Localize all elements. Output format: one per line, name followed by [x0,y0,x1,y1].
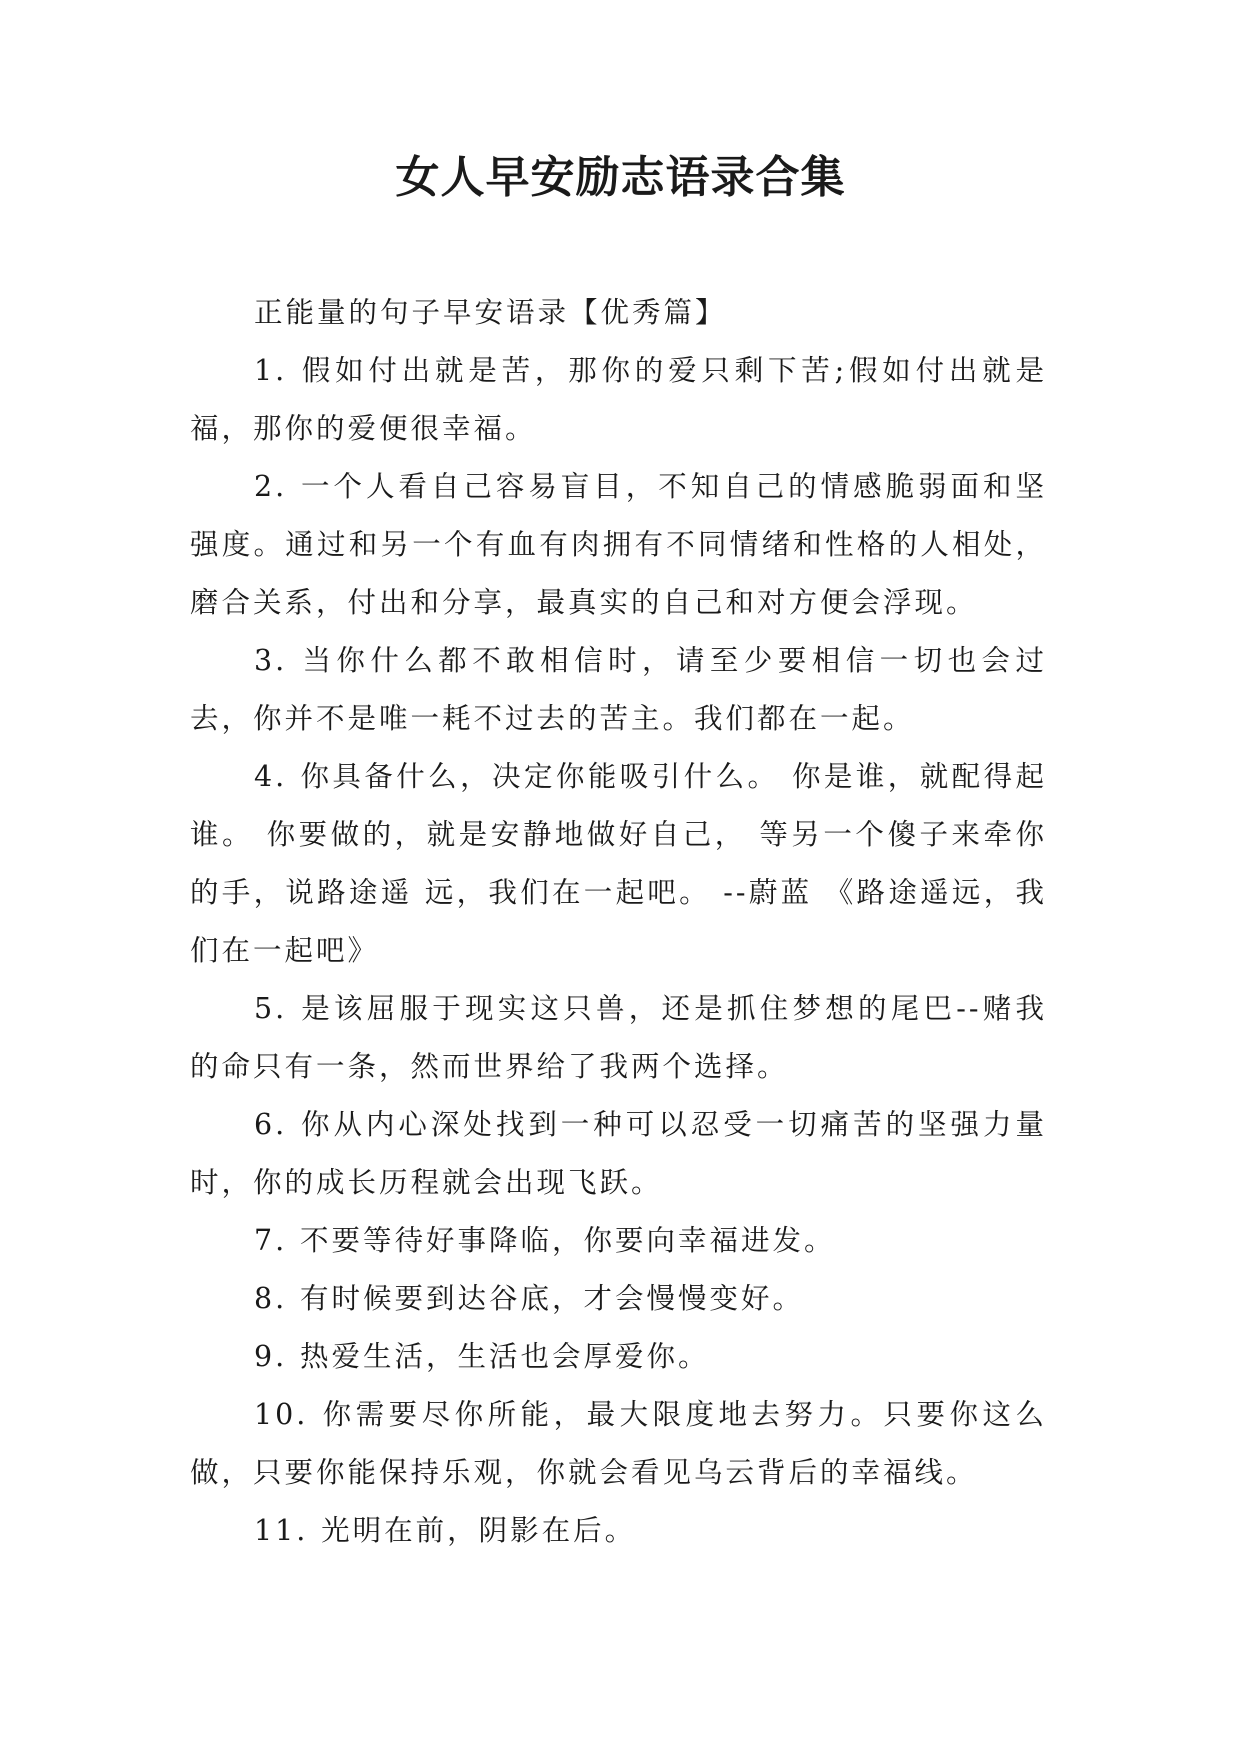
item-number: 11. [254,1514,309,1547]
list-item [190,1212,1047,1270]
item-number: 1. [254,354,288,387]
list-item [190,980,1047,1096]
item-number: 3. [254,644,288,677]
item-number: 5. [254,992,288,1025]
list-item [190,1328,1047,1386]
item-number: 6. [254,1108,288,1141]
item-text: 你从内心深处找到一种可以忍受一切痛苦的坚强力量时，你的成长历程就会出现飞跃。 [190,1108,1047,1199]
list-item [190,1270,1047,1328]
list-item [190,458,1047,632]
item-number: 2. [254,470,288,503]
item-text: 假如付出就是苦，那你的爱只剩下苦;假如付出就是福，那你的爱便很幸福。 [190,354,1047,445]
item-text: 一个人看自己容易盲目，不知自己的情感脆弱面和坚强度。通过和另一个有血有肉拥有不同情绪和性格的人相处，磨合关系，付出和分享，最真实的自己和对方便会浮现。 [190,470,1047,619]
item-text: 当你什么都不敢相信时，请至少要相信一切也会过去，你并不是唯一耗不过去的苦主。我们都在一起。 [190,644,1047,735]
item-text: 不要等待好事降临，你要向幸福进发。 [300,1224,836,1257]
list-item [190,1502,1047,1560]
item-number: 4. [254,760,288,793]
list-item [190,632,1047,748]
item-number: 7. [254,1224,288,1257]
item-number: 8. [254,1282,288,1315]
list-item [190,1386,1047,1502]
item-text: 是该屈服于现实这只兽，还是抓住梦想的尾巴--赌我的命只有一条，然而世界给了我两个选择。 [190,992,1047,1083]
item-text: 光明在前，阴影在后。 [321,1514,637,1547]
list-item [190,1096,1047,1212]
document-body [190,284,1047,1560]
item-number: 9. [254,1340,288,1373]
section-heading: 正能量的句子早安语录【优秀篇】 [254,296,727,329]
item-text: 你需要尽你所能，最大限度地去努力。只要你这么做，只要你能保持乐观，你就会看见乌云背后的幸福线。 [190,1398,1047,1489]
item-text: 有时候要到达谷底，才会慢慢变好。 [300,1282,805,1315]
document-title: 女人早安励志语录合集 [395,152,846,203]
list-item [190,342,1047,458]
item-text: 你具备什么，决定你能吸引什么。 你是谁，就配得起谁。 你要做的，就是安静地做好自己， 等另一个傻子来牵你的手，说路途遥 远，我们在一起吧。 --蔚蓝 《路途遥远，我们在一起吧》 [190,760,1047,967]
list-item [190,748,1047,980]
item-number: 10. [254,1398,309,1431]
item-text: 热爱生活，生活也会厚爱你。 [300,1340,710,1373]
